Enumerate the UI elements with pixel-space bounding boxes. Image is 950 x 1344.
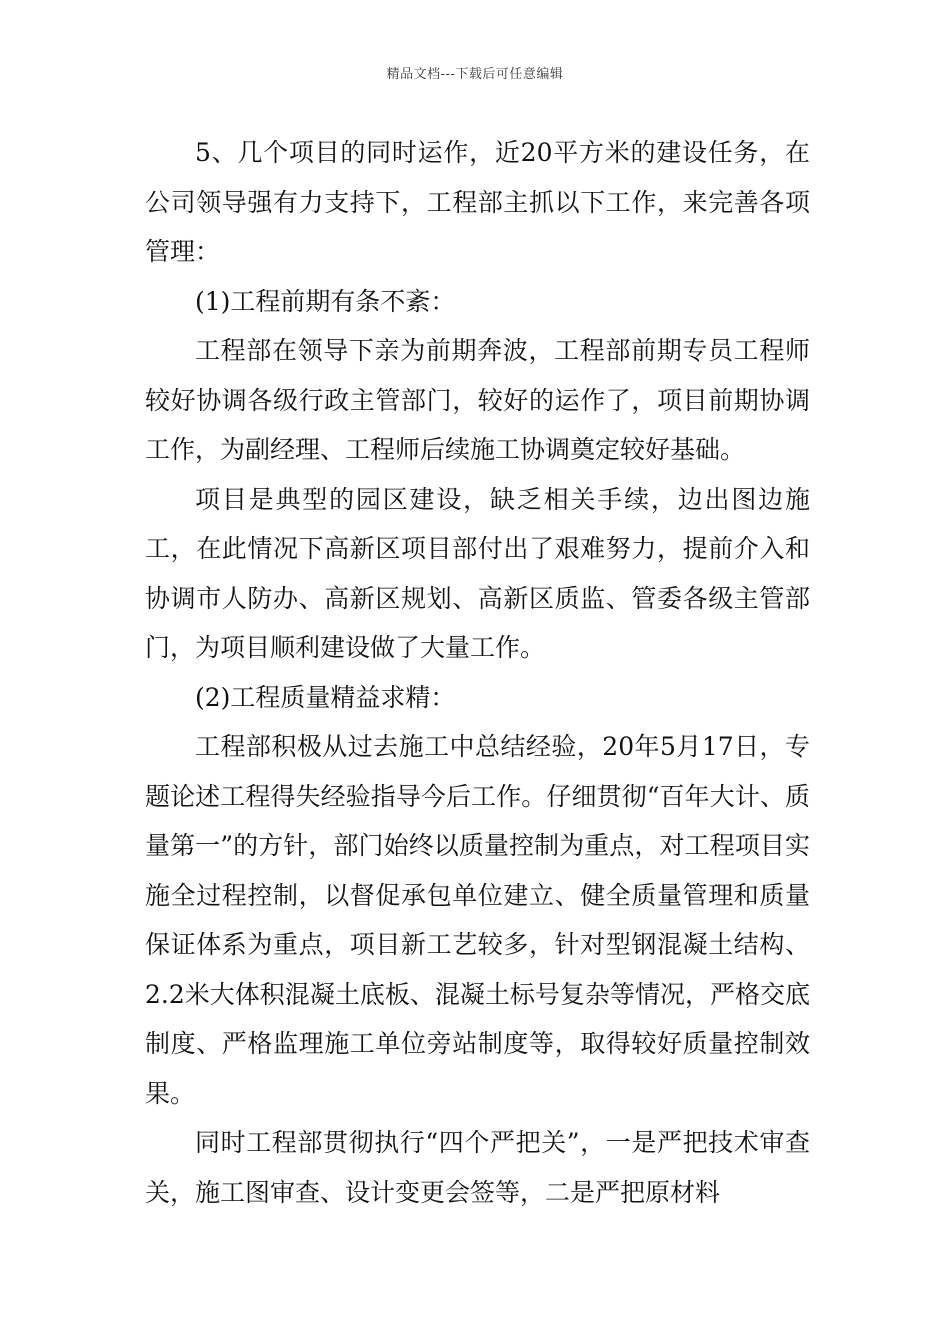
paragraph-2a: 工程部积极从过去施工中总结经验，20年5月17日，专题论述工程得失经验指导今后工作。仔细贯彻“百年大计、质量第一”的方针，部门始终以质量控制为重点，对工程项目实施全过程控制，以督促承包单位建立、健全质量管理和质量保证体系为重点，项目新工艺较多，针对型钢混凝土结构、2.2米大体积混凝土底板、混凝土标号复杂等情况，严格交底制度、严格监理施工单位旁站制度等，取得较好质量控制效果。 (145, 732, 810, 1108)
paragraph-2b: 同时工程部贯彻执行“四个严把关”，一是严把技术审查关，施工图审查、设计变更会签等，二是严把原材料 (145, 1128, 810, 1207)
page-header: 精品文档---下载后可任意编辑 (386, 67, 564, 82)
section-heading-2: (2)工程质量精益求精： (195, 682, 456, 712)
paragraph-1a: 工程部在领导下亲为前期奔波，工程部前期专员工程师较好协调各级行政主管部门，较好的运作了，项目前期协调工作，为副经理、工程师后续施工协调奠定较好基础。 (145, 336, 810, 464)
paragraph-intro: 5、几个项目的同时运作，近20平方米的建设任务，在公司领导强有力支持下，工程部主抓以下工作，来完善各项管理： (145, 138, 810, 266)
document-body (145, 128, 810, 1217)
paragraph-1b: 项目是典型的园区建设，缺乏相关手续，边出图边施工，在此情况下高新区项目部付出了艰难努力，提前介入和协调市人防办、高新区规划、高新区质监、管委各级主管部门，为项目顺利建设做了大量工作。 (145, 484, 810, 662)
section-heading-1: (1)工程前期有条不紊： (195, 286, 456, 316)
